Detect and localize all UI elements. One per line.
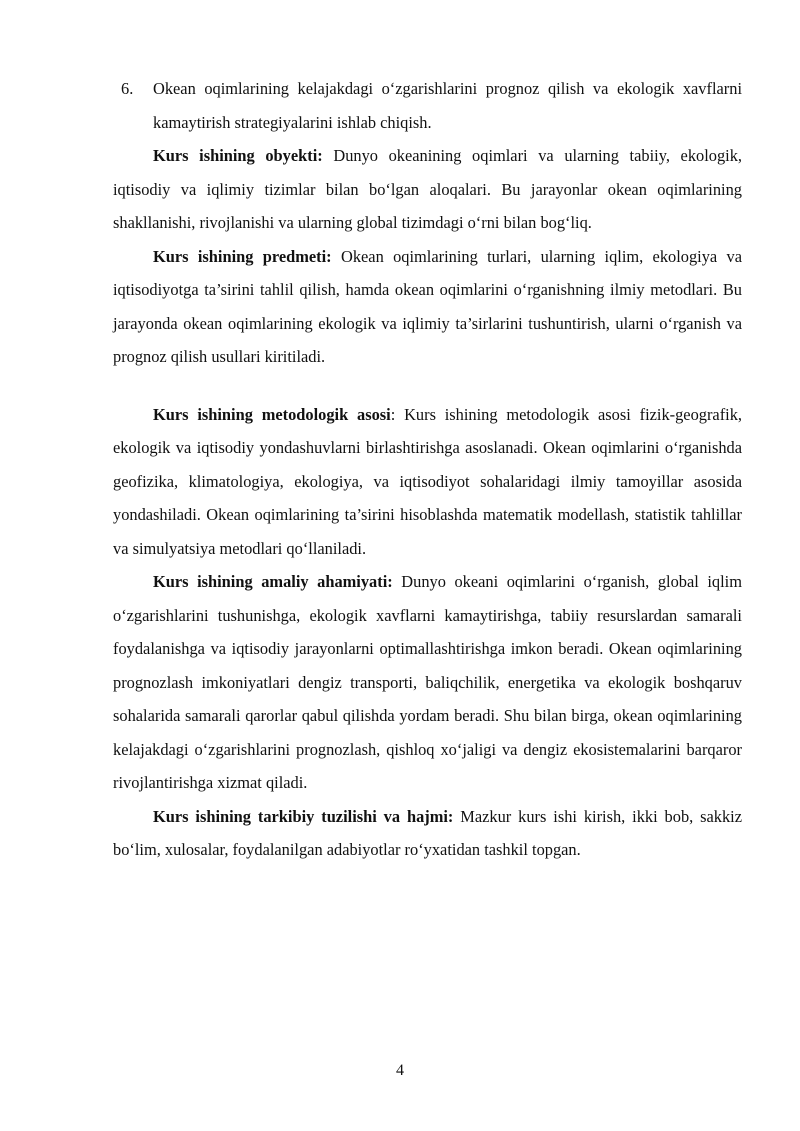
list-item-text: Okean oqimlarining kelajakdagi o‘zgarishlarini prognoz qilish va ekologik xavflarni kamaytirish strategiyalarini ishlab chiqish. — [153, 79, 742, 132]
paragraph-heading: Kurs ishining obyekti: — [153, 146, 323, 165]
paragraph-heading: Kurs ishining amaliy ahamiyati: — [153, 572, 393, 591]
paragraph-heading: Kurs ishining tarkibiy tuzilishi va hajmi: — [153, 806, 454, 826]
paragraph-practical-significance — [113, 565, 742, 800]
paragraph-heading: Kurs ishining metodologik asosi — [153, 404, 391, 424]
paragraph-object — [113, 139, 742, 240]
list-item-6 — [113, 72, 742, 139]
document-page — [113, 72, 742, 867]
page-number: 4 — [396, 1062, 404, 1079]
paragraph-methodology — [113, 398, 742, 566]
paragraph-subject — [113, 240, 742, 374]
paragraph-text: Okean oqimlarining turlari, ularning iqlim, ekologiya va iqtisodiyotga ta’sirini tahlil qilish, hamda okean oqimlarini o‘rganishning ilmiy metodlari. Bu jarayonda okean oqimlarining ekologik va iqlimiy ta’sirlarini tushuntirish, ularni o‘rganish va prognoz qilish usullari kiritiladi. — [113, 246, 742, 366]
paragraph-text: Dunyo okeanining oqimlari va ularning tabiiy, ekologik, iqtisodiy va iqlimiy tizimlar bilan bo‘lgan aloqalari. Bu jarayonlar okean oqimlarining shakllanishi, rivojlanishi va ularning global tizimdagi o‘rni bilan bog‘liq. — [113, 146, 743, 232]
paragraph-text: : Kurs ishining metodologik asosi fizik-geografik, ekologik va iqtisodiy yondashuvlarni birlashtirishga asoslanadi. Okean oqimlarini o‘rganishda geofizika, klimatologiya, ekologiya, va iqtisodiyot sohalaridagi ilmiy tamoyillar asosida yondashiladi. Okean oqimlarining ta’sirini hisoblashda matematik modellash, statistik tahlillar va simulyatsiya metodlari qo‘llaniladi. — [113, 404, 742, 558]
paragraph-text: Dunyo okeani oqimlarini o‘rganish, global iqlim o‘zgarishlarini tushunishga, ekologik xavflarni kamaytirishga, tabiiy resurslardan samarali foydalanishga va iqtisodiy jarayonlarni optimallashtirishga imkon beradi. Okean oqimlarining prognozlash imkoniyatlari dengiz transporti, baliqchilik, energetika va ekologik boshqaruv sohalarida samarali qarorlar qabul qilishda yordam beradi. Shu bilan birga, okean oqimlarining kelajakdagi o‘zgarishlarini prognozlash, qishloq xo‘jaligi va dengiz ekosistemalarini barqaror rivojlantirishga xizmat qiladi. — [113, 572, 742, 792]
paragraph-heading: Kurs ishining predmeti: — [153, 246, 332, 266]
paragraph-text: Mazkur kurs ishi kirish, ikki bob, sakkiz bo‘lim, xulosalar, foydalanilgan adabiyotlar ro‘yxatidan tashkil topgan. — [113, 806, 743, 859]
paragraph-structure — [113, 800, 742, 867]
list-number: 6. — [121, 79, 134, 98]
